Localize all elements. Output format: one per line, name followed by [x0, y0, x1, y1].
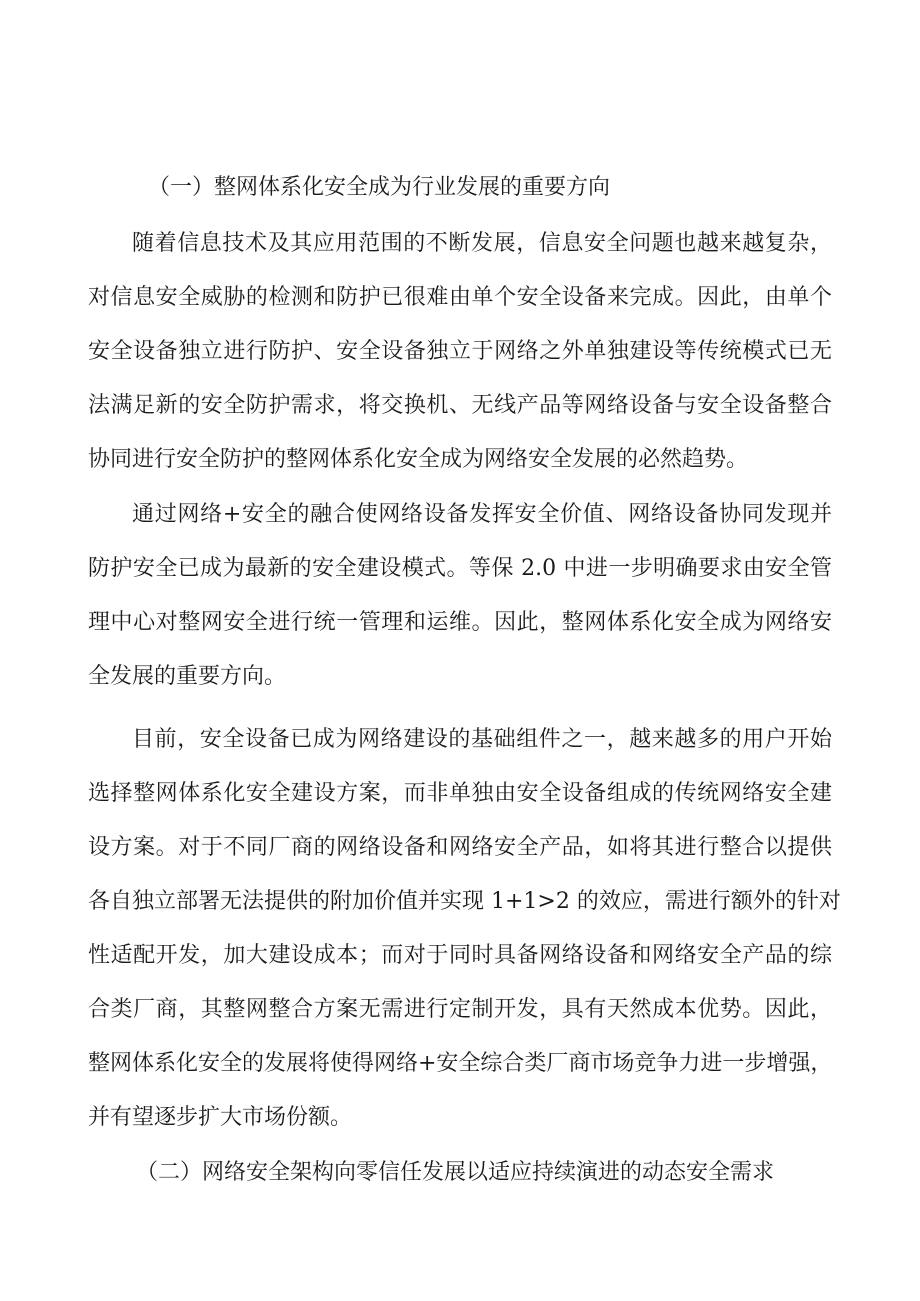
paragraph-3-line-7: 整网体系化安全的发展将使得网络+安全综合类厂商市场竞争力进一步增强，: [88, 1051, 833, 1076]
paragraph-1-line-1: 随着信息技术及其应用范围的不断发展，信息安全问题也越来越复杂，: [132, 231, 832, 256]
paragraph-3-line-4: 各自独立部署无法提供的附加价值并实现 1+1>2 的效应，需进行额外的针对: [88, 889, 841, 914]
paragraph-1-line-5: 协同进行安全防护的整网体系化安全成为网络安全发展的必然趋势。: [88, 447, 749, 472]
paragraph-2-line-4: 全发展的重要方向。: [88, 664, 287, 689]
paragraph-2-line-3: 理中心对整网安全进行统一管理和运维。因此，整网体系化安全成为网络安: [88, 610, 832, 635]
paragraph-3-line-2: 选择整网体系化安全建设方案，而非单独由安全设备组成的传统网络安全建: [88, 781, 832, 806]
paragraph-3-line-8: 并有望逐步扩大市场份额。: [88, 1105, 353, 1130]
section-heading-2: （二）网络安全架构向零信任发展以适应持续演进的动态安全需求: [136, 1160, 775, 1185]
paragraph-1-line-2: 对信息安全威胁的检测和防护已很难由单个安全设备来完成。因此，由单个: [88, 285, 832, 310]
paragraph-3-line-5: 性适配开发，加大建设成本；而对于同时具备网络设备和网络安全产品的综: [88, 943, 832, 968]
paragraph-1-line-4: 法满足新的安全防护需求，将交换机、无线产品等网络设备与安全设备整合: [88, 393, 832, 418]
paragraph-1-line-3: 安全设备独立进行防护、安全设备独立于网络之外单独建设等传统模式已无: [88, 339, 832, 364]
paragraph-3-line-6: 合类厂商，其整网整合方案无需进行定制开发，具有天然成本优势。因此，: [88, 997, 832, 1022]
paragraph-2-line-1: 通过网络+安全的融合使网络设备发挥安全价值、网络设备协同发现并: [132, 502, 832, 527]
paragraph-2-line-2: 防护安全已成为最新的安全建设模式。等保 2.0 中进一步明确要求由安全管: [88, 556, 832, 581]
paragraph-3-line-3: 设方案。对于不同厂商的网络设备和网络安全产品，如将其进行整合以提供: [88, 835, 832, 860]
section-heading-1: （一）整网体系化安全成为行业发展的重要方向: [148, 175, 611, 200]
paragraph-3-line-1: 目前，安全设备已成为网络建设的基础组件之一，越来越多的用户开始: [132, 727, 832, 752]
